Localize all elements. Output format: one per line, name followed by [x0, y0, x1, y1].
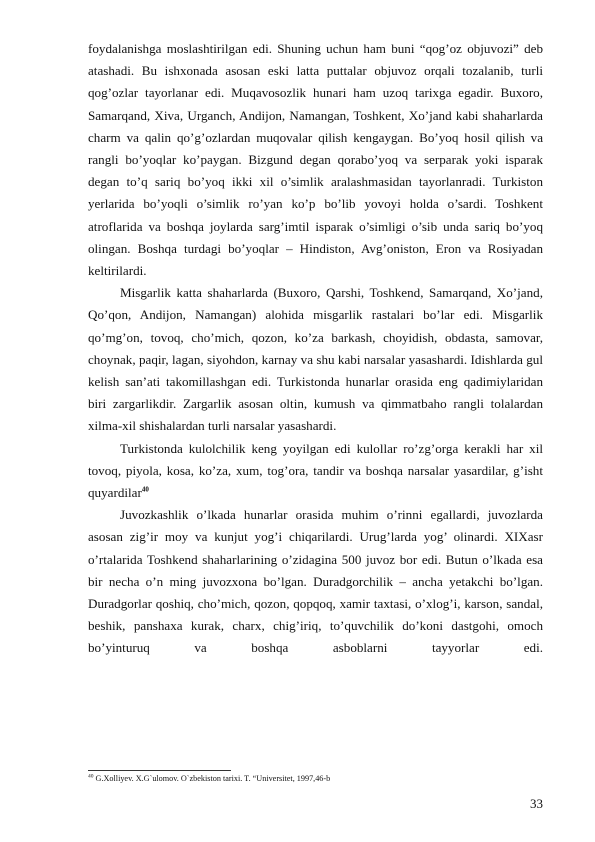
footnote-reference[interactable]: 40 — [141, 485, 149, 494]
footnote — [88, 774, 543, 784]
paragraph-3 — [88, 438, 543, 505]
page-body — [88, 38, 543, 660]
page-number: 33 — [530, 796, 543, 811]
paragraph-3-text: Turkistonda kulolchilik keng yoyilgan edi kulollar ro’zg’orga kerakli har xil tovoq, piyola, kosa, ko’za, xum, tog’ora, tandir va boshqa narsalar yasardilar, g’isht quyardilar — [88, 440, 543, 501]
footnote-divider — [88, 770, 231, 771]
footnote-text: G.Xolliyev. X.G`ulomov. O`zbekiston tarixi. T. “Universitet, 1997,46-b — [93, 774, 331, 783]
paragraph-2: Misgarlik katta shaharlarda (Buxoro, Qarshi, Toshkend, Samarqand, Xo’jand, Qo’qon, Andijon, Namangan) alohida misgarlik rastalari bo’lar edi. Misgarlik qo’mg’on, tovoq, cho’mich, qozon, ko’za barkash, choyidish, obdasta, samovar, choynak, paqir, lagan, siyohdon, karnay va shu kabi narsalar yasashardi. Idishlarda gul kelish san’ati takomillashgan edi. Turkistonda hunarlar orasida eng qadimiylaridan biri zargarlikdir. Zargarlik asosan oltin, kumush va qimmatbaho rangli tolalardan xilma-xil shishalardan turli narsalar yasashardi. — [88, 285, 543, 434]
paragraph-4: Juvozkashlik o’lkada hunarlar orasida muhim o’rinni egallardi, juvozlarda asosan zig’ir moy va kunjut yog’i chiqarilardi. Urug’larda yog’ olinardi. XIXasr o’rtalarida Toshkend shaharlarining o’zidagina 500 juvoz bor edi. Butun o’lkada esa bir necha o’n ming juvozxona bo’lgan. Duradgorchilik – ancha yetakchi bo’lgan. Duradgorlar qoshiq, cho’mich, qozon, qopqoq, xamir taxtasi, o’xlog’i, karson, sandal, beshik, panshaxa kurak, charx, chig’iriq, to’quvchilik do’koni dastgohi, omoch bo’yinturuq va boshqa asboblarni tayyorlar edi. — [88, 507, 543, 656]
footnote-number: 40 — [88, 773, 94, 780]
paragraph-1: foydalanishga moslashtirilgan edi. Shuning uchun ham buni “qog’oz objuvozi” deb atashadi. Bu ishxonada asosan eski latta puttalar objuvoz orqali tozalanib, turli qog’ozlar tayorlanar edi. Muqavosozlik hunari ham uzoq tarixga egadir. Buxoro, Samarqand, Xiva, Urganch, Andijon, Namangan, Toshkent, Xo’jand kabi shaharlarda charm va qalin qo’g’ozlardan muqovalar qilish kengaygan. Bo’yoq hosil qilish va rangli bo’yoqlar ko’paygan. Bizgund degan qorabo’yoq va serparak yoki isparak degan to’q sariq bo’yoq ikki xil o’simlik aralashmasidan tayorlanradi. Turkiston yerlarida bo’yoqli o’simlik ro’yan ko’p bo’lib yovoyi holda o’sardi. Toshkent atroflarida va boshqa joylarda sarg’imtil isparak o’simligi o’sib unda sariq bo’yoq olingan. Boshqa turdagi bo’yoqlar – Hindiston, Avg’oniston, Eron va Rosiyadan keltirilardi. — [88, 41, 543, 279]
